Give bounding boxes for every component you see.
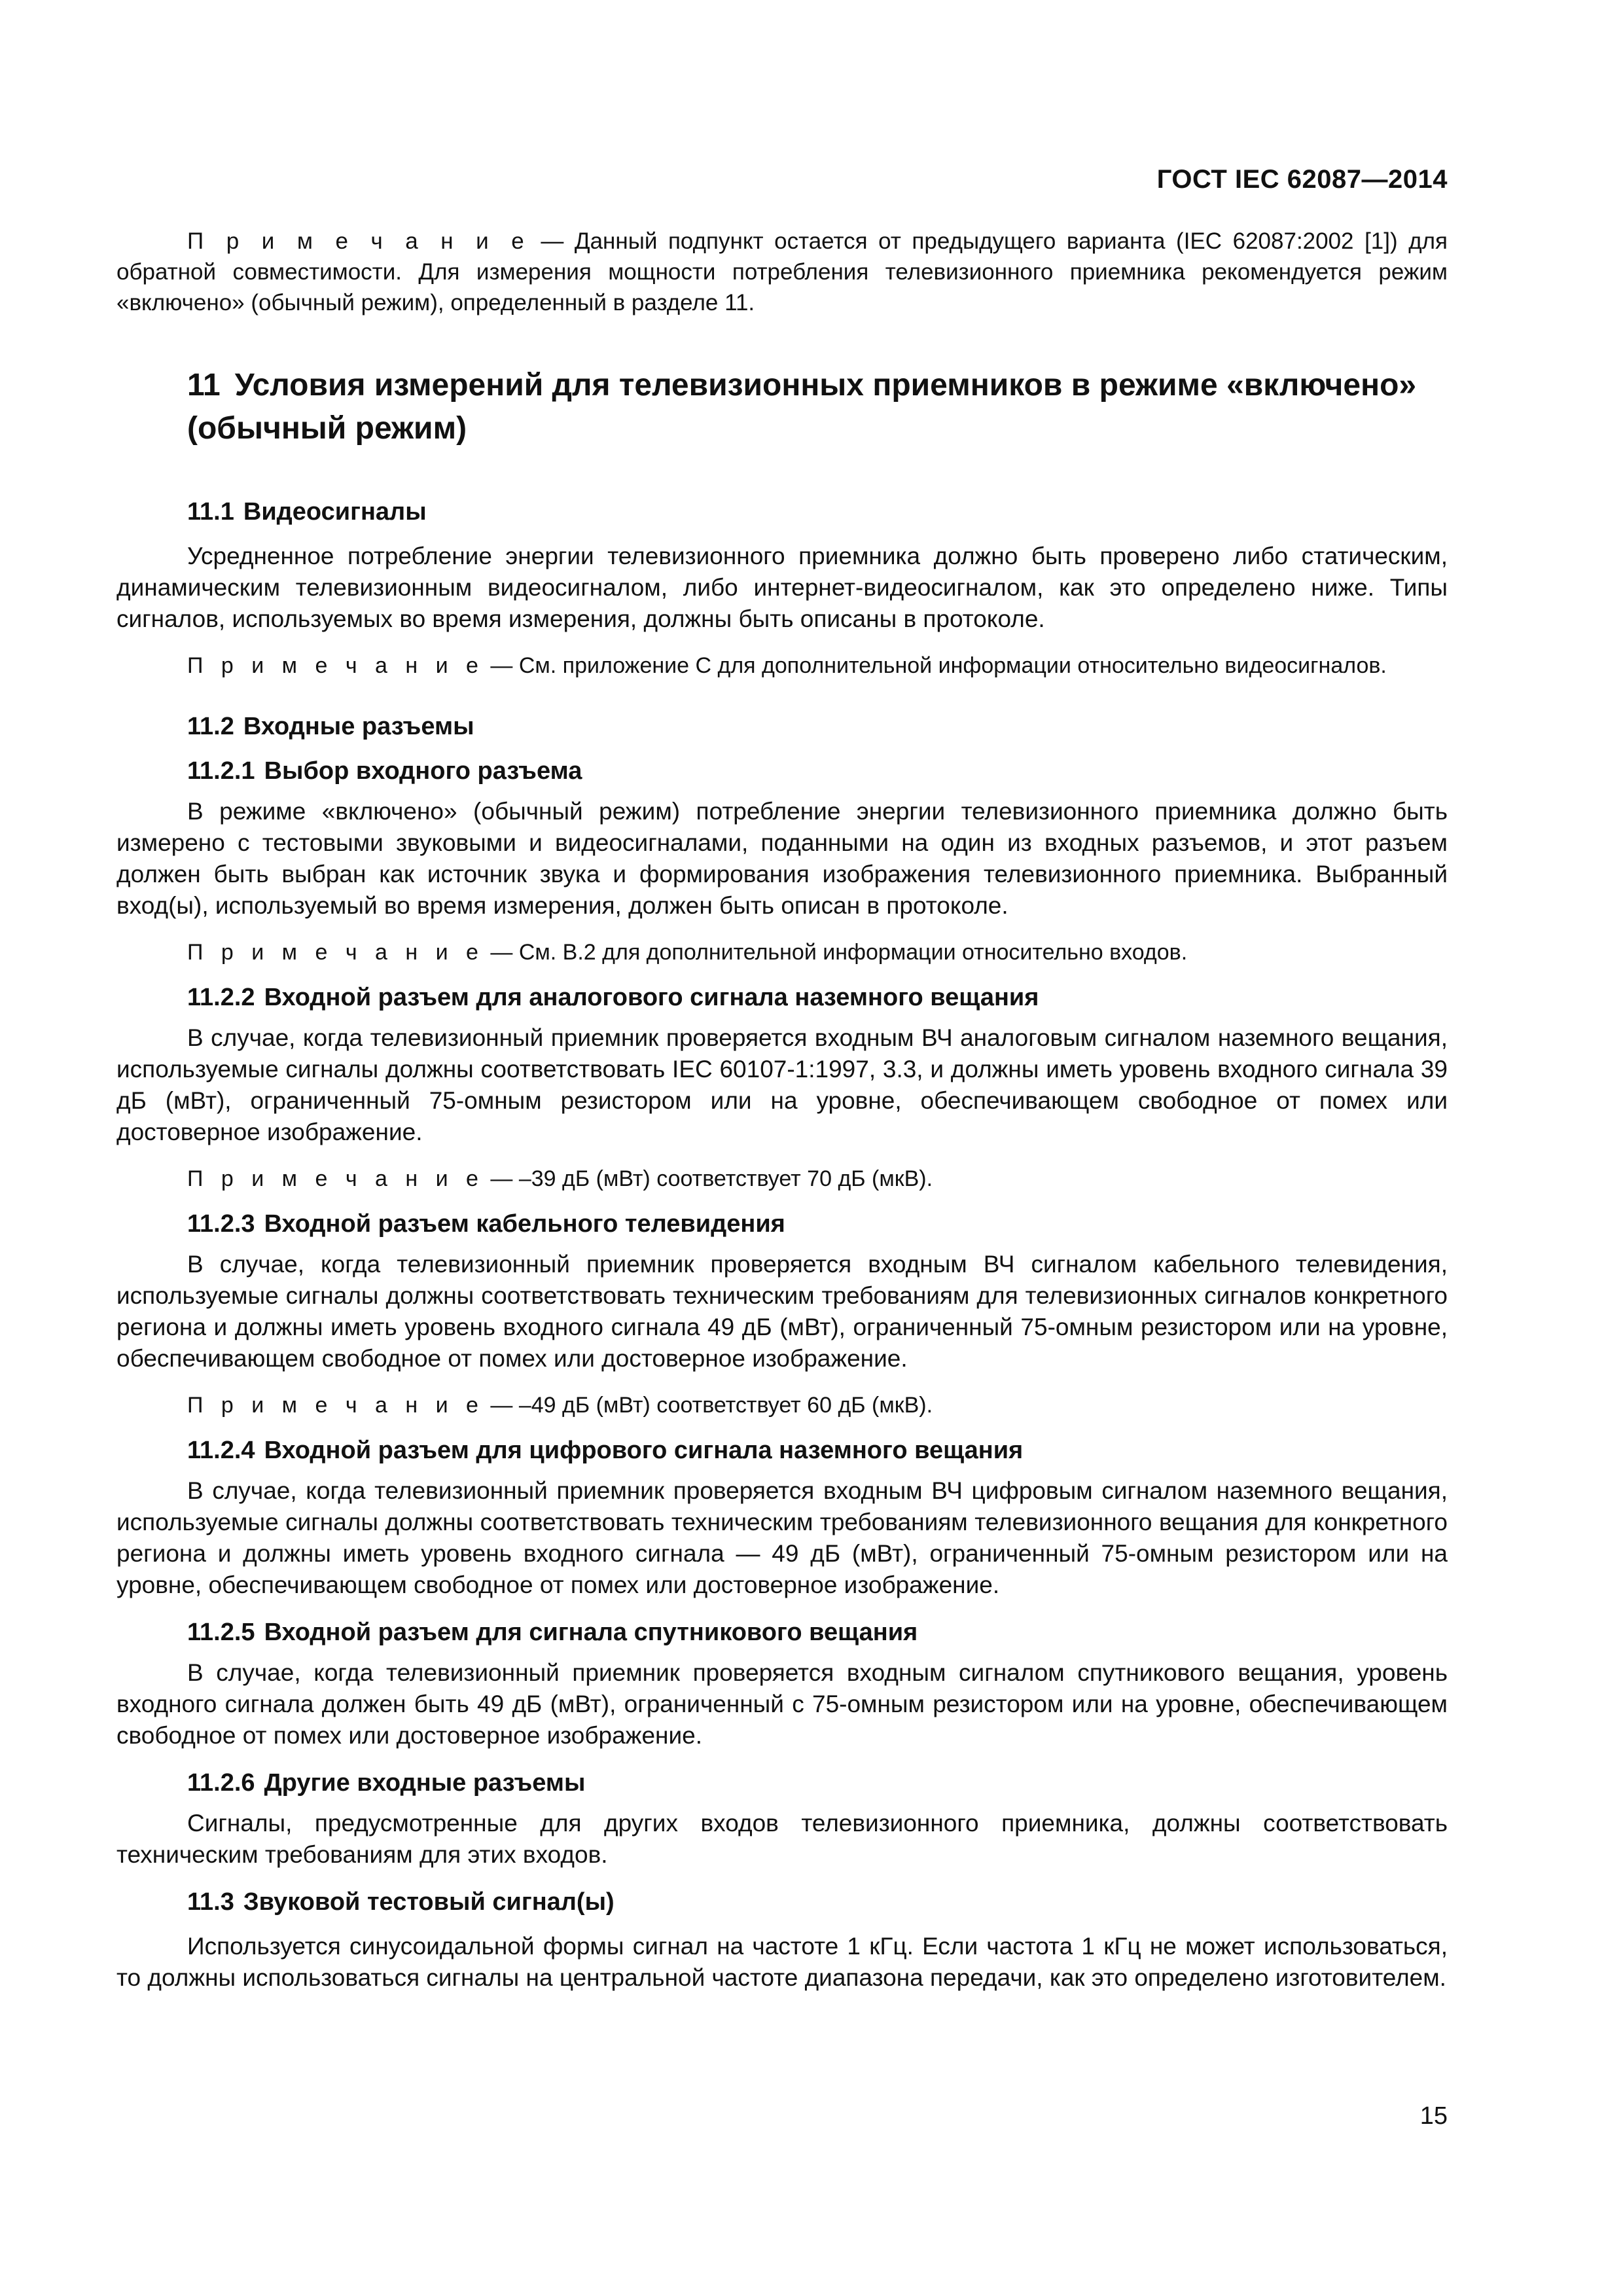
document-id-header: ГОСТ IEC 62087—2014 (1156, 165, 1448, 194)
note-11-2-1 (116, 937, 1448, 967)
heading-number: 11.2.2 (187, 984, 255, 1011)
heading-11-2-4 (187, 1435, 1448, 1466)
note-label: П р и м е ч а н и е (187, 1393, 484, 1418)
page-content (116, 226, 1448, 2009)
paragraph-11-2-4: В случае, когда телевизионный приемник проверяется входным ВЧ цифровым сигналом наземного вещания, используемые сигналы должны соответствовать техническим требованиям телевизионного вещания для конкретного региона и должны иметь уровень входного сигнала — 49 дБ (мВт), ограниченный 75-омным резистором или на уровне, обеспечивающем свободное от помех или достоверное изображение. (116, 1477, 1448, 1598)
note-label: П р и м е ч а н и е (187, 940, 484, 965)
note-label: П р и м е ч а н и е (187, 1166, 484, 1191)
note-text: — См. В.2 для дополнительной информации относительно входов. (484, 940, 1188, 965)
paragraph-11-2-1: В режиме «включено» (обычный режим) потребление энергии телевизионного приемника должно быть измерено с тестовыми звуковыми и видеосигналами, поданными на один из входных разъемов, и этот разъем должен быть выбран как источник звука и формирования изображения телевизионного приемника. Выбранный вход(ы), используемый во время измерения, должен быть описан в протоколе. (116, 798, 1448, 919)
section-number: 11 (187, 368, 221, 403)
note-text: — –39 дБ (мВт) соответствует 70 дБ (мкВ). (484, 1166, 933, 1191)
heading-11-2 (187, 711, 1448, 742)
heading-number: 11.2.4 (187, 1437, 255, 1464)
heading-number: 11.2.3 (187, 1210, 255, 1238)
heading-11-2-2 (187, 982, 1448, 1013)
heading-number: 11.2.6 (187, 1769, 255, 1797)
heading-number: 11.2.1 (187, 757, 255, 785)
note-text: — См. приложение С для дополнительной информации относительно видеосигналов. (484, 653, 1387, 678)
heading-title: Другие входные разъемы (264, 1769, 586, 1797)
heading-title: Входной разъем кабельного телевидения (264, 1210, 785, 1238)
heading-11-1 (187, 496, 1448, 528)
intro-note (116, 226, 1448, 318)
paragraph-11-2-2: В случае, когда телевизионный приемник проверяется входным ВЧ аналоговым сигналом наземного вещания, используемые сигналы должны соответствовать IEC 60107-1:1997, 3.3, и должны иметь уровень входного сигнала 39 дБ (мВт), ограниченный 75-омным резистором или на уровне, обеспечивающем свободное от помех или достоверное изображение. (116, 1024, 1448, 1145)
heading-11-2-3 (187, 1208, 1448, 1240)
heading-11-2-6 (187, 1767, 1448, 1799)
heading-number: 11.2 (187, 713, 234, 740)
heading-title: Входной разъем для аналогового сигнала наземного вещания (264, 984, 1039, 1011)
heading-title: Выбор входного разъема (264, 757, 582, 785)
heading-title: Входной разъем для сигнала спутникового вещания (264, 1619, 918, 1646)
heading-title: Входной разъем для цифрового сигнала наземного вещания (264, 1437, 1024, 1464)
heading-title: Входные разъемы (243, 713, 474, 740)
heading-number: 11.3 (187, 1888, 234, 1916)
paragraph-11-2-3: В случае, когда телевизионный приемник проверяется входным ВЧ сигналом кабельного телевидения, используемые сигналы должны соответствовать техническим требованиям для телевизионных сигналов конкретного региона и должны иметь уровень входного сигнала 49 дБ (мВт), ограниченный 75-омным резистором или на уровне, обеспечивающем свободное от помех или достоверное изображение. (116, 1251, 1448, 1372)
heading-number: 11.2.5 (187, 1619, 255, 1646)
note-text: — Данный подпункт остается от предыдущего варианта (IEC 62087:2002 [1]) для обратной совместимости. Для измерения мощности потребления телевизионного приемника рекомендуется режим «включено» (обычный режим), определенный в разделе 11. (116, 228, 1448, 315)
note-label: П р и м е ч а н и е (187, 228, 530, 254)
note-11-2-3 (116, 1390, 1448, 1420)
paragraph-11-1: Усредненное потребление энергии телевизионного приемника должно быть проверено либо статическим, динамическим телевизионным видеосигналом, либо интернет-видеосигналом, как это определено ниже. Типы сигналов, используемых во время измерения, должны быть описаны в протоколе. (116, 543, 1448, 632)
paragraph-11-2-6: Сигналы, предусмотренные для других входов телевизионного приемника, должны соответствовать техническим требованиям для этих входов. (116, 1810, 1448, 1868)
note-text: — –49 дБ (мВт) соответствует 60 дБ (мкВ). (484, 1393, 933, 1418)
heading-11-2-1 (187, 755, 1448, 787)
note-11-2-2 (116, 1164, 1448, 1194)
heading-title: Видеосигналы (243, 498, 427, 526)
page-number: 15 (1419, 2102, 1448, 2130)
note-11-1 (116, 651, 1448, 681)
section-heading-11 (187, 364, 1448, 450)
note-label: П р и м е ч а н и е (187, 653, 484, 678)
heading-11-3 (187, 1886, 1448, 1918)
paragraph-11-2-5: В случае, когда телевизионный приемник проверяется входным сигналом спутникового вещания, уровень входного сигнала должен быть 49 дБ (мВт), ограниченный с 75-омным резистором или на уровне, обеспечивающем свободное от помех или достоверное изображение. (116, 1659, 1448, 1749)
paragraph-11-3: Используется синусоидальной формы сигнал на частоте 1 кГц. Если частота 1 кГц не может использоваться, то должны использоваться сигналы на центральной частоте диапазона передачи, как это определено изготовителем. (116, 1933, 1448, 1991)
heading-title: Звуковой тестовый сигнал(ы) (243, 1888, 615, 1916)
section-title: Условия измерений для телевизионных приемников в режиме «включено» (обычный режим) (187, 368, 1417, 446)
heading-11-2-5 (187, 1617, 1448, 1648)
heading-number: 11.1 (187, 498, 234, 526)
